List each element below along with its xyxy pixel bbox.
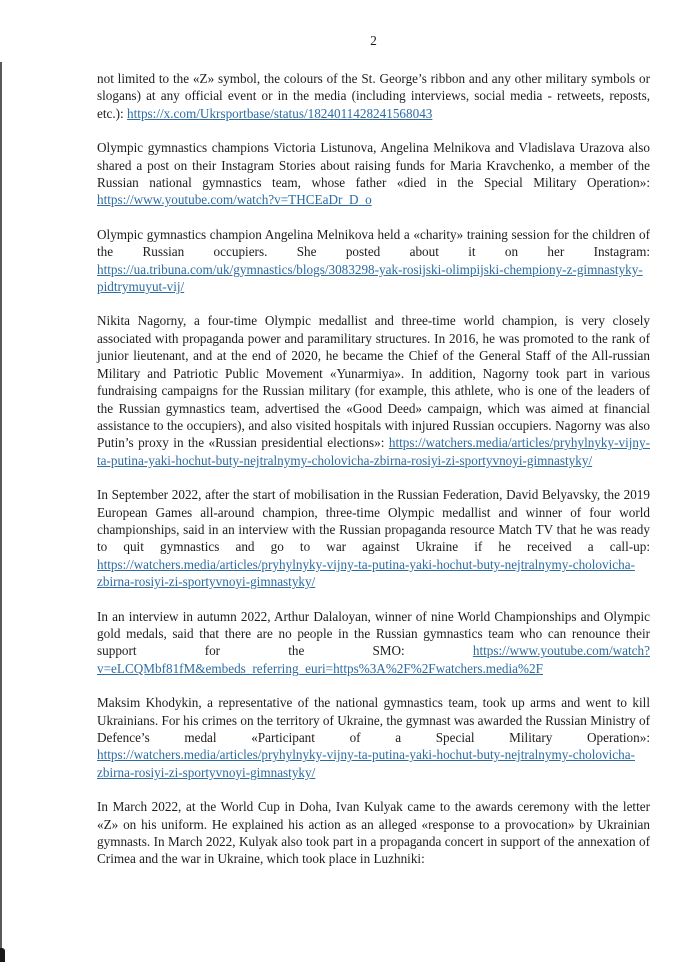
paragraph-text: In an interview in autumn 2022, Arthur Dalaloyan, winner of nine World Championships and Olympic gold medals, said that there are no people in the Russian gymnastics team who can renounce their support for the SMO:: [97, 608, 650, 659]
paragraph-text: In March 2022, at the World Cup in Doha, Ivan Kulyak came to the awards ceremony with the letter «Z» on his uniform. He explained his action as an alleged «response to a provocation» by Ukrainian gymnasts. In March 2022, Kulyak also took part in a propaganda concert in support of the annexation of Crimea and the war in Ukraine, which took place in Luzhniki:: [97, 799, 650, 867]
scan-edge-artifact: [0, 62, 2, 962]
paragraph-charity-training: [97, 226, 650, 296]
paragraph-david-belyavsky: [97, 486, 650, 590]
hyperlink-youtube-thceadr[interactable]: https://www.youtube.com/watch?v=THCEaDr_D_o: [97, 192, 372, 208]
page-number: 2: [370, 33, 377, 48]
paragraph-text: Nikita Nagorny, a four-time Olympic medallist and three-time world champion, is very closely associated with propaganda power and paramilitary structures. In 2016, he was promoted to the rank of junior lieutenant, and at the end of 2020, he became the Chief of the General Staff of the All-russian Military and Patriotic Public Movement «Yunarmiya». In addition, Nagorny took part in various fundraising campaigns for the Russian military (for example, this athlete, who is one of the leaders of the Russian gymnastics team, advertised the «Good Deed» campaign, which was aimed at financial assistance to the occupiers), and also visited hospitals with injured Russian occupiers. Nagorny was also Putin’s proxy in the «Russian presidential elections»:: [97, 313, 650, 451]
paragraph-instagram-fundraising: [97, 139, 650, 209]
hyperlink-tribuna-blog[interactable]: https://ua.tribuna.com/uk/gymnastics/blogs/3083298-yak-rosijski-olimpijski-chempiony-z-gimnastyky-pidtrymuyut-vij/: [97, 261, 643, 295]
paragraph-nikita-nagorny: [97, 312, 650, 469]
paragraph-text: Olympic gymnastics champion Angelina Melnikova held a «charity» training session for the children of the Russian occupiers. She posted about it on her Instagram:: [97, 226, 650, 260]
paragraph-maksim-khodykin: [97, 694, 650, 781]
hyperlink-watchers-media-1[interactable]: https://watchers.media/articles/pryhylnyky-vijny-ta-putina-yaki-hochut-buty-nejtralnymy-cholovicha-zbirna-rosiyi-zi-sportyvnoyi-gimnastyky/: [97, 435, 650, 468]
paragraph-text: Maksim Khodykin, a representative of the national gymnastics team, took up arms and went to kill Ukrainians. For his crimes on the territory of Ukraine, the gymnast was awarded the Russian Ministry of Defence’s medal «Participant of a Special Military Operation»:: [97, 695, 650, 745]
paragraph-military-symbols: [97, 70, 650, 122]
paragraph-text: Olympic gymnastics champions Victoria Listunova, Angelina Melnikova and Vladislava Urazova also shared a post on their Instagram Stories about raising funds for Maria Kravchenko, a member of the Russian national gymnastics team, whose father «died in the Special Military Operation»:: [97, 140, 650, 191]
hyperlink-x-ukrsportbase[interactable]: https://x.com/Ukrsportbase/status/1824011428241568043: [127, 105, 433, 121]
hyperlink-watchers-media-3[interactable]: https://watchers.media/articles/pryhylnyky-vijny-ta-putina-yaki-hochut-buty-nejtralnymy-cholovicha-zbirna-rosiyi-zi-sportyvnoyi-gimnastyky/: [97, 747, 635, 780]
hyperlink-youtube-elcqmbf[interactable]: https://www.youtube.com/watch?v=eLCQMbf81fM&embeds_referring_euri=https%3A%2F%2Fwatchers.media%2F: [97, 643, 650, 676]
hyperlink-watchers-media-2[interactable]: https://watchers.media/articles/pryhylnyky-vijny-ta-putina-yaki-hochut-buty-nejtralnymy-cholovicha-zbirna-rosiyi-zi-sportyvnoyi-gimnastyky/: [97, 556, 635, 590]
paragraph-ivan-kulyak: [97, 798, 650, 868]
scan-smudge-artifact: [0, 948, 5, 962]
paragraph-arthur-dalaloyan: [97, 608, 650, 678]
paragraph-text: not limited to the «Z» symbol, the colours of the St. George’s ribbon and any other military symbols or slogans) at any official event or in the media (including interviews, social media - retweets, reposts, etc.):: [97, 71, 650, 121]
paragraph-text: In September 2022, after the start of mobilisation in the Russian Federation, David Belyavsky, the 2019 European Games all-around champion, three-time Olympic medallist and winner of four world championships, said in an interview with the Russian propaganda resource Match TV that he was ready to quit gymnastics and go to war against Ukraine if he received a call-up:: [97, 487, 650, 555]
